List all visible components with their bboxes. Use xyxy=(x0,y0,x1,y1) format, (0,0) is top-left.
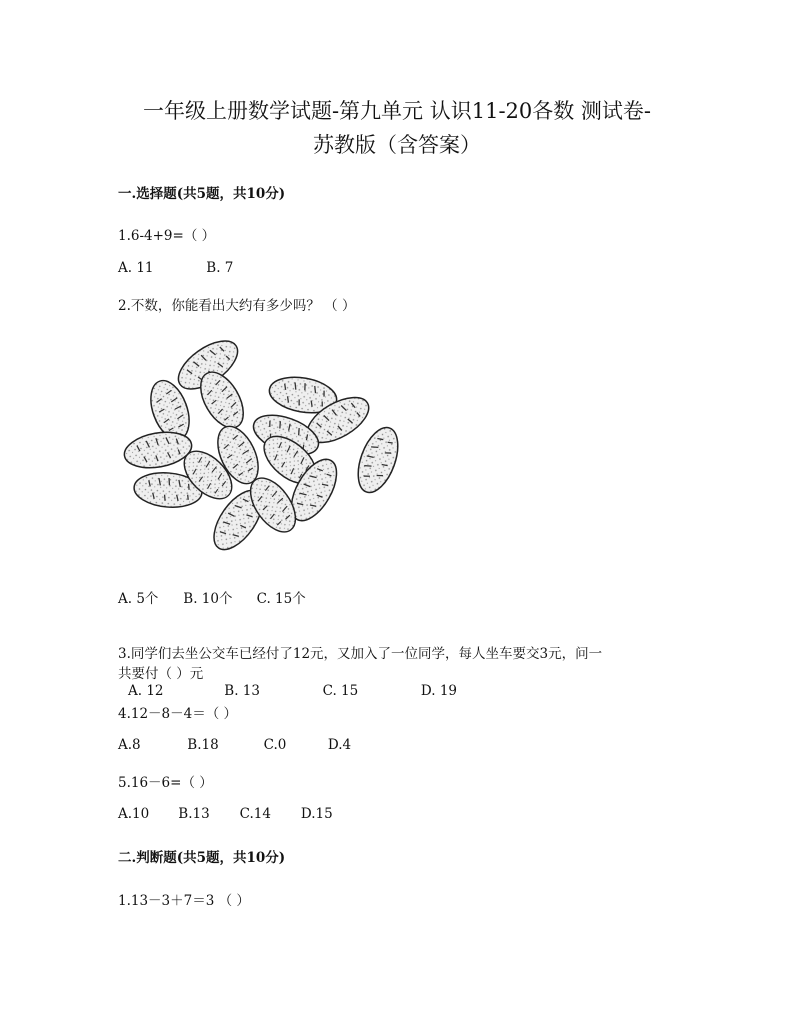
question-3-line-2: 共要付（ ）元 xyxy=(118,666,204,682)
question-4-options xyxy=(118,737,351,753)
option-b: B.13 xyxy=(178,806,210,822)
question-5-options xyxy=(118,806,333,822)
title-line-1: 一年级上册数学试题-第九单元 认识11-20各数 测试卷- xyxy=(142,99,652,123)
judgement-1: 1.13－3＋7＝3 （ ） xyxy=(118,893,250,909)
title-line-2: 苏教版（含答案） xyxy=(313,133,481,157)
question-3-options xyxy=(128,683,457,699)
option-d: D. 19 xyxy=(420,683,457,699)
question-5: 5.16－6=（ ） xyxy=(118,775,213,791)
option-b: B. 13 xyxy=(224,683,260,699)
option-c: C. 15个 xyxy=(256,591,306,607)
question-2: 2.不数，你能看出大约有多少吗？ （ ） xyxy=(118,298,356,314)
section-heading-choice: 一.选择题(共5题，共10分) xyxy=(118,186,286,202)
sweet-potatoes-illustration xyxy=(118,330,418,556)
section-heading-judgement: 二.判断题(共5题，共10分) xyxy=(118,850,286,866)
question-1-options xyxy=(118,260,233,276)
option-b: B.18 xyxy=(187,737,219,753)
option-d: D.4 xyxy=(327,737,352,753)
option-a: A. 5个 xyxy=(118,591,159,607)
option-b: B. 7 xyxy=(206,260,234,276)
option-b: B. 10个 xyxy=(183,591,233,607)
option-c: C. 15 xyxy=(322,683,359,699)
question-1: 1.6-4+9=（ ） xyxy=(118,228,216,244)
page-title xyxy=(60,94,734,162)
option-c: C.0 xyxy=(263,737,287,753)
option-a: A. 11 xyxy=(118,260,154,276)
option-a: A.10 xyxy=(118,806,150,822)
question-2-options xyxy=(118,587,306,607)
option-d: D.15 xyxy=(300,806,333,822)
option-a: A. 12 xyxy=(128,683,164,699)
question-3-line-1: 3.同学们去坐公交车已经付了12元，又加入了一位同学，每人坐车要交3元，问一 xyxy=(118,646,603,662)
question-4: 4.12－8－4＝（ ） xyxy=(118,706,238,722)
option-c: C.14 xyxy=(239,806,271,822)
option-a: A.8 xyxy=(118,737,141,753)
